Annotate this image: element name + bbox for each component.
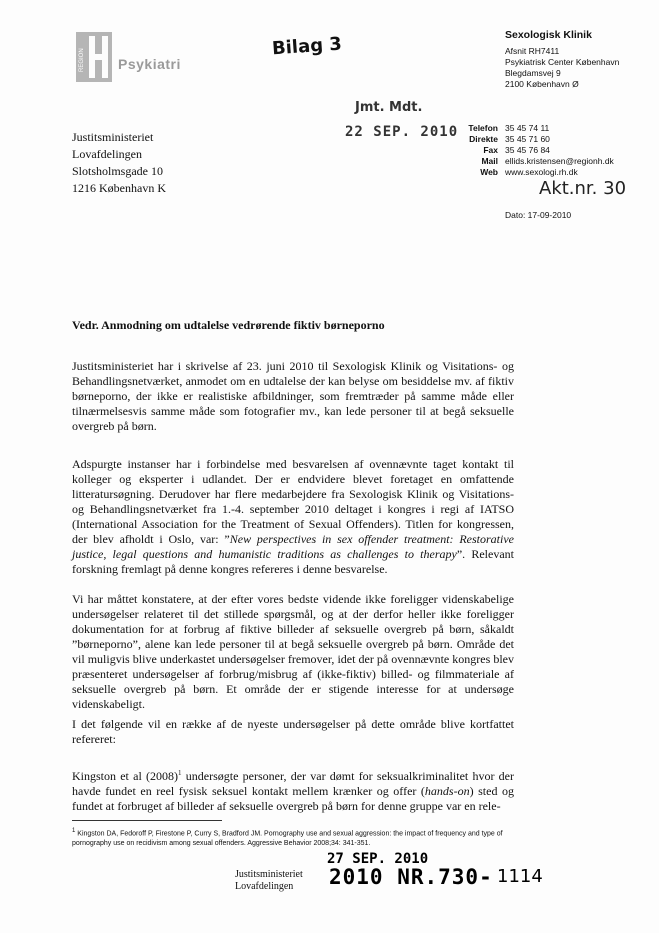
p5-italic-term: hands-on <box>424 784 470 798</box>
footnote-ref: 1 <box>178 769 182 777</box>
handwritten-journal-number: 1114 <box>497 866 543 887</box>
contact-label-web: Web <box>480 167 498 177</box>
logo-side-text: REGION <box>79 48 85 72</box>
p2-congress-title: New perspectives in sex offender treatment: Restorative justice, legal questions and humanistic traditions as challenges to therapy <box>72 532 514 561</box>
received-date-stamp: 22 SEP. 2010 <box>345 124 459 140</box>
contact-value-mail[interactable]: ellids.kristensen@regionh.dk <box>505 156 614 166</box>
body-paragraph-5 <box>72 766 514 814</box>
contact-value-fax: 35 45 76 84 <box>505 145 550 155</box>
akt-nr-stamp: Akt.nr. 30 <box>539 178 627 199</box>
p5-text-pre: Kingston et al (2008) <box>72 769 179 783</box>
recipient-line: Slotsholmsgade 10 <box>72 164 164 178</box>
clinic-address-line: Blegdamsvej 9 <box>505 68 561 78</box>
body-paragraph-4: I det følgende vil en række af de nyeste undersøgelser på dette område blive kortfattet refereret: <box>72 717 514 746</box>
clinic-address-line: Afsnit RH7411 <box>505 46 560 56</box>
clinic-name: Sexologisk Klinik <box>505 29 592 41</box>
stamp-jmt: Jmt. Mdt. <box>355 100 423 115</box>
handwritten-bilag: Bilag 3 <box>271 33 343 60</box>
p2-text-post: ”. Relevant forskning fremlagt på denne kongres refereres i denne besvarelse. <box>72 547 514 576</box>
bottom-ministry-stamp <box>235 869 303 893</box>
p5-text-post: ) sted og fundet at forbruget af billeder af seksuelle overgreb på børn for denne gruppe var en rele- <box>72 784 514 813</box>
contact-label-telefon: Telefon <box>468 123 498 133</box>
clinic-address-line: Psykiatrisk Center København <box>505 57 620 67</box>
footnote <box>72 826 522 849</box>
footnote-text: Kingston DA, Fedoroff P, Firestone P, Curry S, Bradford JM. Pornography use and sexual aggression: the impact of frequency and type of pornography use on recidivism among sexual offenders. Aggressive Behavior 2008;34: 341-351. <box>72 830 503 848</box>
region-h-logo-icon <box>76 32 112 82</box>
footnote-divider <box>72 820 222 821</box>
region-logo <box>76 32 112 82</box>
contact-value-direkte: 35 45 71 60 <box>505 134 550 144</box>
logo-label: Psykiatri <box>118 56 181 72</box>
letter-date: Dato: 17-09-2010 <box>505 210 572 220</box>
p5-text-mid: undersøgte personer, der var dømt for seksualkriminalitet hvor der havde fundet en reel fysisk seksuel kontakt mellem krænker og offer ( <box>72 769 515 798</box>
recipient-line: 1216 København K <box>72 181 166 195</box>
contact-label-direkte: Direkte <box>469 134 498 144</box>
contact-value-telefon: 35 45 74 11 <box>505 123 550 133</box>
body-paragraph-2 <box>72 457 514 577</box>
contact-label-fax: Fax <box>483 145 498 155</box>
recipient-line: Lovafdelingen <box>72 147 142 161</box>
recipient-line: Justitsministeriet <box>72 130 154 144</box>
bottom-ministry-line: Justitsministeriet <box>235 869 303 880</box>
footnote-number: 1 <box>72 828 76 834</box>
body-paragraph-1: Justitsministeriet har i skrivelse af 23. juni 2010 til Sexologisk Klinik og Visitations- og Behandlingsnetværket, anmodet om en udtalelse der kan belyse om besiddelse mv. af fiktiv børneporno, der ikke er realistiske afbildninger, som fremtræder på samme måde eller tilnærmelsesvis samme måde som fotografier mv., kan lede personer til at begå seksuelle overgreb på børn. <box>72 359 514 433</box>
contact-value-web[interactable]: www.sexologi.rh.dk <box>505 167 578 177</box>
bottom-ministry-line: Lovafdelingen <box>235 881 294 892</box>
bottom-date-stamp: 27 SEP. 2010 <box>327 851 429 867</box>
contact-label-mail: Mail <box>481 156 498 166</box>
letter-subject: Vedr. Anmodning om udtalelse vedrørende fiktiv børneporno <box>72 318 385 332</box>
body-paragraph-3: Vi har måttet konstatere, at der efter vores bedste vidende ikke foreligger videnskabelige undersøgelser relateret til det stillede spørgsmål, og at der derfor heller ikke foreligger dokumentation for at forbrug af fiktive billeder af seksuelle overgreb på børn, såkaldt ”børneporno”, alene kan lede personer til at begå seksuelle overgreb på børn. Område det vil muligvis blive underkastet undersøgelser fremover, idet der på ovennævnte kongres blev præsenteret undersøgelser af forbrug/misbrug af (ikke-fiktiv) billed- og filmmateriale af seksuelle overgreb på børn. Et område der er stigende interesse for at undersøge videnskabeligt. <box>72 592 514 711</box>
clinic-address-line: 2100 København Ø <box>505 79 579 89</box>
journal-number-stamp: 2010 NR.730- <box>329 865 493 889</box>
p2-text-pre: Adspurgte instanser har i forbindelse med besvarelsen af ovennævnte taget kontakt til kolleger og eksperter i udlandet. Der er endvidere blevet foretaget en omfattende litteratursøgning. Derudover har flere medarbejdere fra Sexologisk Klinik og Visitations- og Behandlingsnetværket fra 1.-4. september 2010 deltaget i kongres i regi af IATSO (International Association for the Treatment of Sexual Offenders). Titlen for kongressen, der blev afholdt i Oslo, var: ” <box>72 457 514 546</box>
